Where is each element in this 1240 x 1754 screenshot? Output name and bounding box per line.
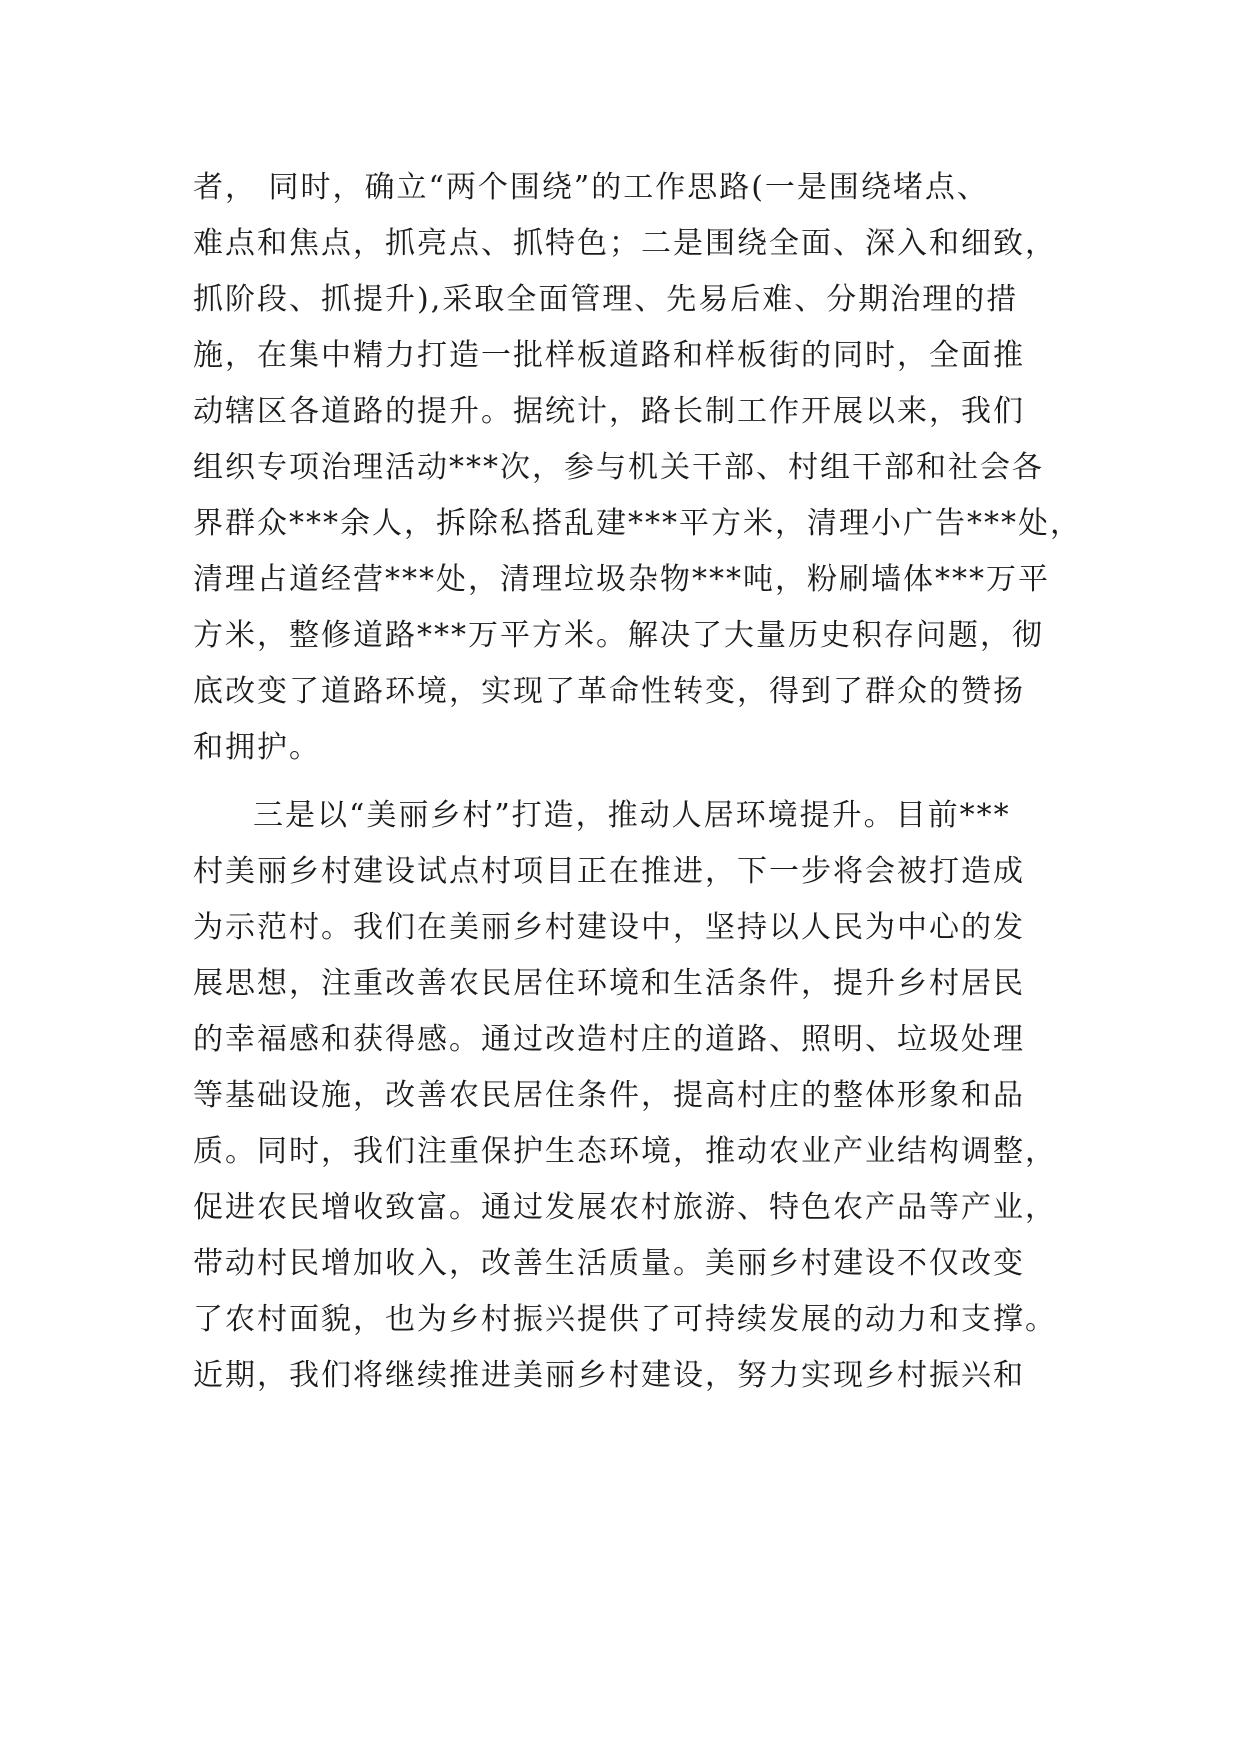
text-line: 等基础设施，改善农民居住条件，提高村庄的整体形象和品 bbox=[193, 1078, 1025, 1113]
text-line: 的幸福感和获得感。通过改造村庄的道路、照明、垃圾处理 bbox=[193, 1022, 1025, 1057]
text-line: 村美丽乡村建设试点村项目正在推进，下一步将会被打造成 bbox=[193, 854, 1025, 889]
text-line: 抓阶段、抓提升),采取全面管理、先易后难、分期治理的措 bbox=[193, 282, 1019, 317]
text-line: 组织专项治理活动***次，参与机关干部、村组干部和社会各 bbox=[193, 450, 1044, 485]
text-line: 展思想，注重改善农民居住环境和生活条件，提升乡村居民 bbox=[193, 966, 1025, 1001]
text-line: 动辖区各道路的提升。据统计，路长制工作开展以来，我们 bbox=[193, 394, 1025, 429]
paragraph-beautiful-village bbox=[193, 788, 1073, 1404]
text-line: 带动村民增加收入，改善生活质量。美丽乡村建设不仅改变 bbox=[193, 1246, 1025, 1281]
text-line: 清理占道经营***处，清理垃圾杂物***吨，粉刷墙体***万平 bbox=[193, 562, 1050, 597]
text-line: 难点和焦点，抓亮点、抓特色；二是围绕全面、深入和细致， bbox=[193, 226, 1057, 261]
text-line: 者， 同时，确立“两个围绕”的工作思路(一是围绕堵点、 bbox=[193, 170, 989, 205]
text-line: 近期，我们将继续推进美丽乡村建设，努力实现乡村振兴和 bbox=[193, 1358, 1025, 1393]
text-line: 促进农民增收致富。通过发展农村旅游、特色农产品等产业， bbox=[193, 1190, 1057, 1225]
text-line-indented: 三是以“美丽乡村”打造，推动人居环境提升。目前*** bbox=[253, 798, 1011, 833]
text-line: 为示范村。我们在美丽乡村建设中，坚持以人民为中心的发 bbox=[193, 910, 1025, 945]
text-line: 方米，整修道路***万平方米。解决了大量历史积存问题，彻 bbox=[193, 618, 1044, 653]
text-line: 和拥护。 bbox=[193, 730, 321, 765]
text-line: 施，在集中精力打造一批样板道路和样板街的同时，全面推 bbox=[193, 338, 1025, 373]
paragraph-road-governance bbox=[193, 160, 1082, 776]
text-line: 质。同时，我们注重保护生态环境，推动农业产业结构调整， bbox=[193, 1134, 1057, 1169]
text-line: 界群众***余人，拆除私搭乱建***平方米，清理小广告***处， bbox=[193, 506, 1082, 541]
text-line: 底改变了道路环境，实现了革命性转变，得到了群众的赞扬 bbox=[193, 674, 1025, 709]
text-line: 了农村面貌，也为乡村振兴提供了可持续发展的动力和支撑。 bbox=[193, 1302, 1057, 1337]
